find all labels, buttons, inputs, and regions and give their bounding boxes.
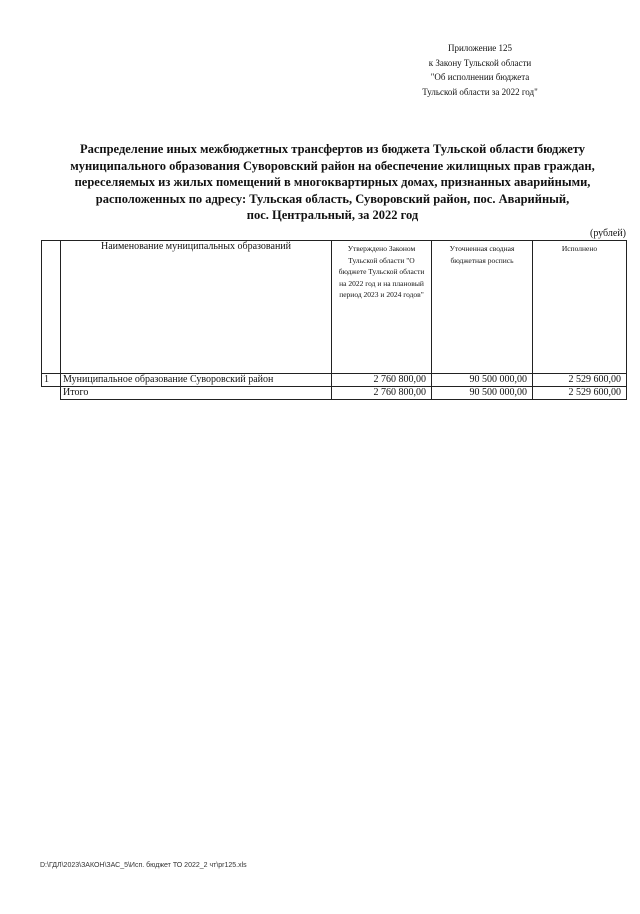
header-executed: Исполнено (533, 241, 627, 374)
title-line-3: переселяемых из жилых помещений в многоквартирных домах, признанных аварийными, (74, 175, 591, 189)
header-refined: Уточненная сводная бюджетная роспись (432, 241, 533, 374)
appendix-line-4: Тульской области за 2022 год" (422, 86, 538, 97)
appendix-line-3: "Об исполнении бюджета (430, 72, 530, 82)
appendix-block (390, 41, 570, 99)
appendix-line-2: к Закону Тульской области (428, 57, 532, 68)
table-header-row (42, 241, 627, 374)
title-line-2: муниципального образования Суворовский район на обеспечение жилищных прав граждан, (70, 158, 595, 173)
header-approved: Утверждено Законом Тульской области "О бюджете Тульской области на 2022 год и на плановый период 2023 и 2024 годов" (332, 241, 432, 374)
row-refined: 90 500 000,00 (432, 374, 533, 387)
title-line-5: пос. Центральный, за 2022 год (246, 208, 419, 222)
total-number (42, 387, 61, 400)
row-number: 1 (42, 374, 61, 387)
row-name: Муниципальное образование Суворовский район (61, 374, 332, 387)
title-line-4: расположенных по адресу: Тульская область, Суворовский район, пос. Аварийный, (95, 191, 570, 206)
header-name: Наименование муниципальных образований (61, 241, 332, 374)
total-approved: 2 760 800,00 (332, 387, 432, 400)
total-executed: 2 529 600,00 (533, 387, 627, 400)
table-row (42, 374, 627, 387)
table-total-row (42, 387, 627, 400)
total-refined: 90 500 000,00 (432, 387, 533, 400)
document-title (40, 141, 625, 224)
total-label: Итого (61, 387, 332, 400)
file-path-footer: D:\ГДЛ\2023\ЗАКОН\ЗАС_5\Исп. бюджет ТО 2022_2 чт\pr125.xls (40, 862, 247, 869)
row-executed: 2 529 600,00 (533, 374, 627, 387)
units-label: (рублей) (589, 228, 626, 239)
header-number (42, 241, 61, 374)
transfers-table (41, 240, 627, 400)
row-approved: 2 760 800,00 (332, 374, 432, 387)
appendix-line-1: Приложение 125 (447, 43, 513, 53)
title-line-1: Распределение иных межбюджетных трансфертов из бюджета Тульской области бюджету (79, 142, 586, 156)
